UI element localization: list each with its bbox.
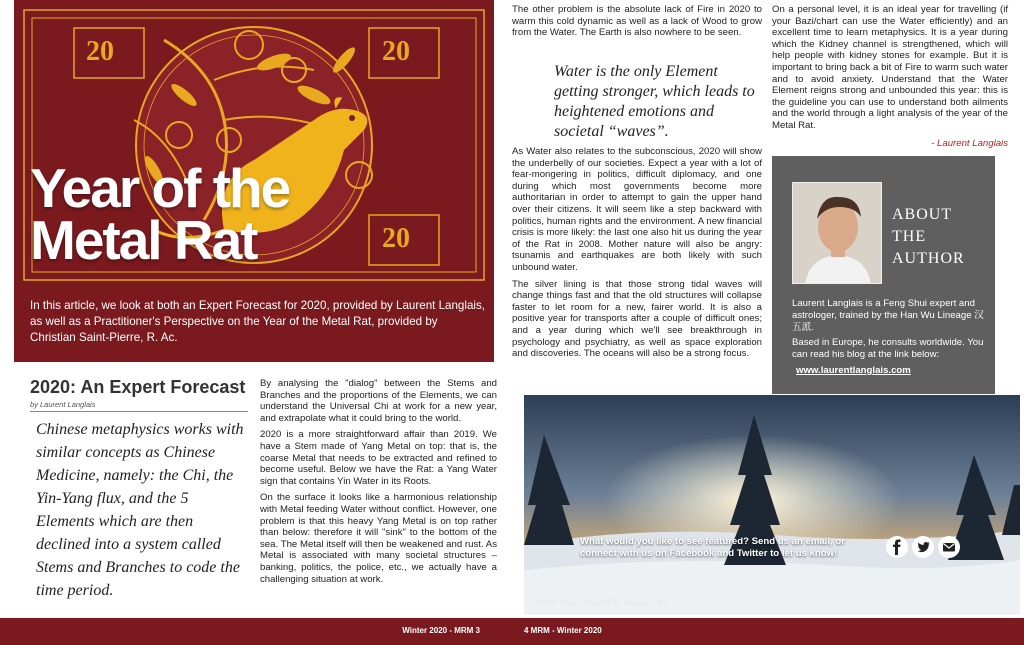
paragraph: The other problem is the absolute lack of Fire in 2020 to warm this cold dynamic as well as a lack of Wood to grow from the Water. The Earth is also nowhere to be seen. [512,4,762,39]
about-author-box [772,156,995,394]
email-icon[interactable] [938,536,960,558]
about-title-line: AUTHOR [892,250,965,267]
pull-quote: Chinese metaphysics works with similar concepts as Chinese Medicine, namely: the Chi, the Yin-Yang flux, and the 5 Elements which are then declined into a system called Stems and Branches to code the time period. [36,421,244,599]
about-title-line: ABOUT [892,206,953,223]
about-text [792,298,988,377]
article-column-2 [512,146,762,365]
author-signature: - Laurent Langlais [931,138,1008,149]
paragraph: As Water also relates to the subconscious, 2020 will show the underbelly of our societies. Expect a year with a lot of fear-mongering in politics, difficult diplomacy, and one during which most governments become more authoritarian in order to attempt to gain the upper hand over their citizens. It will seem like a step backward with politics, human rights and the environment. A new financial crisis is more likely: the last one also hit us during the year of the Rat in 2008. Mother nature will also be angry: tsunamis and earthquakes are both likely with such unbound water. [512,146,762,273]
pull-quote: Water is the only Element getting stronger, which leads to heightened emotions and societal “waves”. [554,63,755,140]
article-heading: 2020: An Expert Forecast [30,377,246,397]
author-location: Based in Europe, he consults worldwide. You can read his blog at the link below: [792,337,984,361]
winter-photo [524,395,1020,615]
photo-credit: PHOTO: Denys Nevozhai for Unsplash.com [532,600,669,607]
call-to-action: What would you like to see featured? Send us an email, or connect with us on Facebook and Twitter to let us know! [580,536,845,559]
facebook-icon[interactable] [886,536,908,558]
footer-right-page-number: 4 MRM - Winter 2020 [524,626,602,635]
paragraph: By analysing the "dialog" between the Stems and Branches and the proportions of the Elements, we can understand the Universal Chi at work for a new year, and extrapolate what it could bring to the world. [260,378,497,424]
year-digits-top-left: 20 [86,36,114,67]
footer-bar [0,618,1024,645]
intro-text: In this article, we look at both an Expert Forecast for 2020, provided by Laurent Langlais, as well as a Practitioner's Perspective on the Year of the Metal Rat, provided by Christian Saint-Pierre, R. Ac. [30,299,485,344]
author-bio: Laurent Langlais is a Feng Shui expert and astrologer, trained by the Han Wu Lineage 汉五派. [792,298,984,333]
article-header [30,376,248,412]
twitter-icon[interactable] [912,536,934,558]
left-page [0,0,512,618]
byline: by Laurent Langlais [30,400,248,412]
year-digits-bottom-right: 20 [382,223,410,254]
article-column-1 [260,378,497,590]
paragraph: The silver lining is that those strong tidal waves will change things fast and that the old structures will collapse faster to let room for a new, fairer world. It is also a positive year for transports after a couple of difficult ones; and a year during which we'll see breakthrough in psychology and psychiatry, as well as space exploration and discoveries. The oceans will also be a strong focus. [512,278,762,360]
paragraph: 2020 is a more straightforward affair than 2019. We have a Stem made of Yang Metal on top: that is, the coarse Metal that needs to be extracted and refined to become useful. Below we have the Rat: a Yang Water sign that contains Yin Water in its Roots. [260,429,497,487]
article-column-2-top [512,4,762,44]
article-column-3 [772,4,1008,137]
author-website-link[interactable]: www.laurentlanglais.com [796,364,911,376]
author-photo [792,182,882,284]
snowy-landscape-image [524,395,1020,615]
year-digits-top-right: 20 [382,36,410,67]
right-page [512,0,1024,618]
paragraph: On the surface it looks like a harmonious relationship with Metal feeding Water without conflict. However, one problem is that this heavy Yang Metal is on top rather than below: therefore it will "sink" to the bottom of the sea. The Metal itself will then be weakened and rust. As Metal is associated with many societal structures – banking, politics, the police, etc., we actually have a challenging situation at work. [260,492,497,585]
about-title [892,204,988,270]
about-title-line: THE [892,228,927,245]
title-line-1: Year of the [30,157,290,219]
title-line-2: Metal Rat [30,209,257,271]
page-title [30,157,490,271]
footer-left-page-number: Winter 2020 - MRM 3 [402,626,480,635]
paragraph: On a personal level, it is an ideal year for travelling (if your Bazi/chart can use the Water efficiently) and an excellent time to learn metaphysics. It is a year during which the Kidney channel is strengthened, which will help people with kidney stones for example. But it is important to bring back a bit of Fire to warm such water and to avoid anxiety. Understand that the Water Element reigns strong and unbounded this year: this is the guideline you can use to understand both ailments and the world through a light analysis of the year of the Metal Rat. [772,4,1008,131]
hero-banner [14,0,494,362]
